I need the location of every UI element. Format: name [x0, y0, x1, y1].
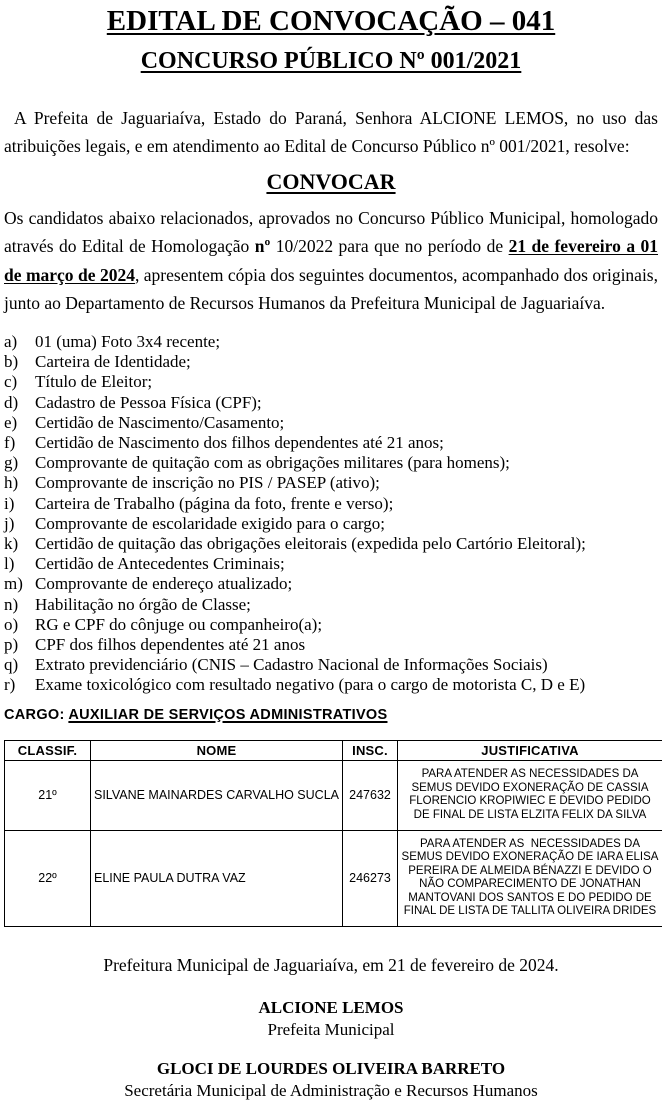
list-item [4, 595, 658, 615]
list-item-letter: g) [4, 453, 35, 473]
cell-nome: SILVANE MAINARDES CARVALHO SUCLA [91, 760, 343, 830]
convocation-table [4, 740, 662, 927]
cell-justificativa: PARA ATENDER AS NECESSIDADES DA SEMUS DEVIDO EXONERAÇÃO DE CASSIA FLORENCIO KROPIWIEC E DEVIDO PEDIDO DE FINAL DE LISTA ELZITA FELIX DA SILVA [398, 760, 662, 830]
convocar-heading: CONVOCAR [4, 169, 658, 195]
list-item-text: Comprovante de inscrição no PIS / PASEP (ativo); [35, 473, 658, 493]
list-item-letter: b) [4, 352, 35, 372]
list-item-text: Certidão de Nascimento/Casamento; [35, 413, 658, 433]
body-paragraph-date-range: 21 de fevereiro a 01 de março de 2024 [4, 236, 658, 285]
list-item [4, 433, 658, 453]
document-title: EDITAL DE CONVOCAÇÃO – 041 [4, 5, 658, 38]
list-item [4, 372, 658, 392]
list-item-letter: d) [4, 393, 35, 413]
list-item-letter: o) [4, 615, 35, 635]
list-item [4, 675, 658, 695]
list-item-letter: k) [4, 534, 35, 554]
list-item-text: Comprovante de quitação com as obrigações militares (para homens); [35, 453, 658, 473]
cell-insc: 247632 [343, 760, 398, 830]
document-page [2, 5, 660, 1102]
cell-nome: ELINE PAULA DUTRA VAZ [91, 830, 343, 926]
list-item-letter: a) [4, 332, 35, 352]
list-item [4, 534, 658, 554]
table-row [5, 830, 662, 926]
list-item-text: Comprovante de escolaridade exigido para o cargo; [35, 514, 658, 534]
list-item-text: Carteira de Trabalho (página da foto, frente e verso); [35, 494, 658, 514]
list-item-text: Carteira de Identidade; [35, 352, 658, 372]
body-paragraph-seg1: Os candidatos abaixo relacionados, aprovados no Concurso Público Municipal, homologado através do Edital de Homologação [4, 208, 658, 257]
cell-classif: 22º [5, 830, 91, 926]
table-header-row [5, 740, 662, 760]
list-item-text: CPF dos filhos dependentes até 21 anos [35, 635, 658, 655]
list-item [4, 615, 658, 635]
cell-insc: 246273 [343, 830, 398, 926]
list-item-text: Extrato previdenciário (CNIS – Cadastro Nacional de Informações Sociais) [35, 655, 658, 675]
table-header-nome: NOME [91, 740, 343, 760]
list-item-text: Título de Eleitor; [35, 372, 658, 392]
list-item-letter: h) [4, 473, 35, 493]
list-item-letter: r) [4, 675, 35, 695]
list-item [4, 352, 658, 372]
body-paragraph-seg3: 10/2022 para que no período de [270, 236, 508, 256]
list-item [4, 473, 658, 493]
list-item [4, 655, 658, 675]
signature-name: ALCIONE LEMOS [4, 997, 658, 1019]
list-item-letter: i) [4, 494, 35, 514]
document-subtitle: CONCURSO PÚBLICO Nº 001/2021 [4, 48, 658, 76]
body-paragraph-seg2-bold: nº [255, 236, 271, 256]
list-item [4, 413, 658, 433]
intro-paragraph: A Prefeita de Jaguariaíva, Estado do Paraná, Senhora ALCIONE LEMOS, no uso das atribuições legais, e em atendimento ao Edital de Concurso Público nº 001/2021, resolve: [4, 104, 658, 161]
list-item [4, 574, 658, 594]
list-item-letter: c) [4, 372, 35, 392]
list-item-letter: m) [4, 574, 35, 594]
table-row [5, 760, 662, 830]
cargo-heading [4, 707, 658, 724]
dateline: Prefeitura Municipal de Jaguariaíva, em 21 de fevereiro de 2024. [4, 955, 658, 975]
cargo-value: AUXILIAR DE SERVIÇOS ADMINISTRATIVOS [68, 707, 387, 723]
list-item-text: Certidão de Nascimento dos filhos dependentes até 21 anos; [35, 433, 658, 453]
required-documents-list [4, 332, 658, 696]
list-item-text: Comprovante de endereço atualizado; [35, 574, 658, 594]
list-item-text: Certidão de quitação das obrigações eleitorais (expedida pelo Cartório Eleitoral); [35, 534, 658, 554]
table-header-justificativa: JUSTIFICATIVA [398, 740, 662, 760]
list-item [4, 635, 658, 655]
signature-block-prefeita [4, 997, 658, 1041]
list-item [4, 332, 658, 352]
list-item [4, 514, 658, 534]
list-item-text: Exame toxicológico com resultado negativo (para o cargo de motorista C, D e E) [35, 675, 658, 695]
list-item-text: Cadastro de Pessoa Física (CPF); [35, 393, 658, 413]
body-paragraph-seg5: , apresentem cópia dos seguintes documentos, acompanhado dos originais, junto ao Departamento de Recursos Humanos da Prefeitura Municipal de Jaguariaíva. [4, 265, 658, 314]
list-item-letter: q) [4, 655, 35, 675]
table-header-classif: CLASSIF. [5, 740, 91, 760]
cell-justificativa: PARA ATENDER AS NECESSIDADES DA SEMUS DEVIDO EXONERAÇÃO DE IARA ELISA PEREIRA DE ALMEIDA BÉNAZZI E DEVIDO O NÃO COMPARECIMENTO DE JONATHAN MANTOVANI DOS SANTOS E DO PEDIDO DE FINAL DE LISTA DE TALLITA OLIVEIRA DRIDES [398, 830, 662, 926]
list-item [4, 393, 658, 413]
list-item-text: RG e CPF do cônjuge ou companheiro(a); [35, 615, 658, 635]
list-item-letter: p) [4, 635, 35, 655]
table-header-insc: INSC. [343, 740, 398, 760]
list-item-letter: l) [4, 554, 35, 574]
cargo-label: CARGO: [4, 707, 68, 723]
signature-name: GLOCI DE LOURDES OLIVEIRA BARRETO [4, 1058, 658, 1080]
body-paragraph [4, 204, 658, 318]
list-item-letter: e) [4, 413, 35, 433]
list-item-text: 01 (uma) Foto 3x4 recente; [35, 332, 658, 352]
list-item [4, 554, 658, 574]
list-item [4, 453, 658, 473]
list-item-text: Certidão de Antecedentes Criminais; [35, 554, 658, 574]
signature-block-secretaria [4, 1058, 658, 1102]
list-item-text: Habilitação no órgão de Classe; [35, 595, 658, 615]
list-item-letter: f) [4, 433, 35, 453]
list-item-letter: j) [4, 514, 35, 534]
signature-role: Secretária Municipal de Administração e Recursos Humanos [4, 1080, 658, 1102]
cell-classif: 21º [5, 760, 91, 830]
signature-role: Prefeita Municipal [4, 1019, 658, 1041]
list-item-letter: n) [4, 595, 35, 615]
list-item [4, 494, 658, 514]
